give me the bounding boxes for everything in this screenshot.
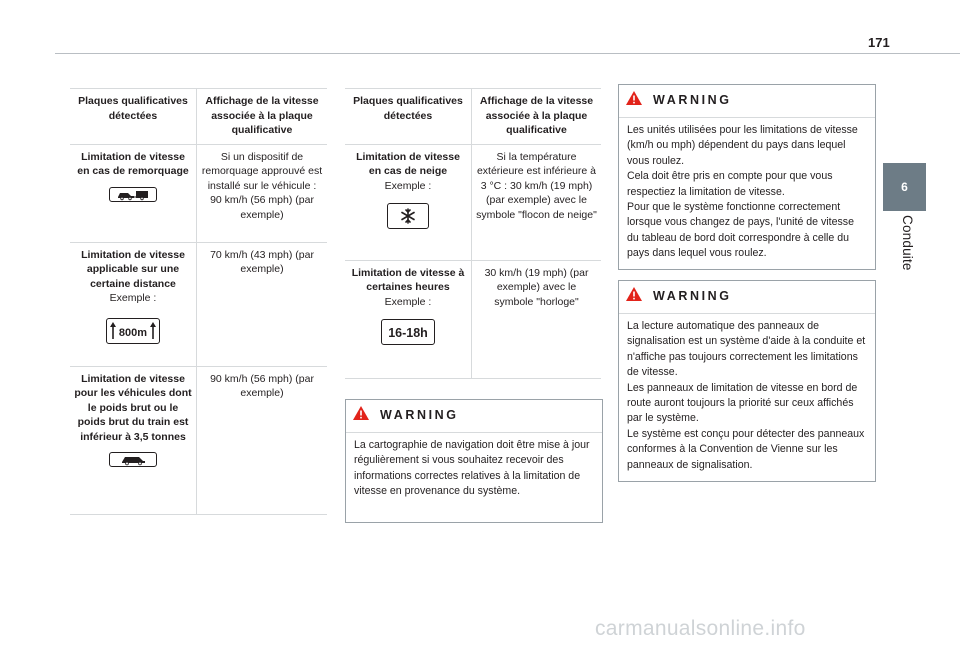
table-header-row [345, 89, 601, 145]
table-cell-label [70, 144, 197, 242]
table-row [345, 260, 601, 378]
table-row [345, 144, 601, 260]
warning-title: WARNING [380, 408, 459, 423]
row-label: Limitation de vitesse pour les véhicules dont le poids brut ou le poids brut du train est inférieur à 3,5 tonnes [74, 372, 192, 443]
example-label: Exemple : [384, 179, 432, 192]
watermark: carmanualsonline.info [595, 617, 806, 640]
table-row [70, 144, 327, 242]
example-label: Exemple : [384, 295, 432, 308]
table-header-row [70, 89, 327, 145]
snowflake-icon [387, 203, 429, 229]
warning-box-navigation [345, 399, 603, 523]
table-cell-label [345, 144, 472, 260]
warning-triangle-icon [352, 405, 370, 426]
table-row [70, 242, 327, 366]
table-header-cell: Plaques qualificatives détectées [345, 89, 472, 145]
warning-header [346, 400, 602, 433]
warning-header [619, 281, 875, 314]
warning-title: WARNING [653, 93, 732, 108]
warning-text: La cartographie de navigation doit être mise à jour régulièrement si vous souhaitez recevoir des informations correctes relatives à la limitation de vitesse en provenance du système. [354, 439, 590, 498]
distance-sign-icon [106, 318, 160, 344]
row-label: Limitation de vitesse à certaines heures [351, 266, 465, 293]
table-cell-value: 70 km/h (43 mph) (par exemple) [197, 242, 328, 366]
table-cell-label [70, 242, 197, 366]
warning-text: Les unités utilisées pour les limitations de vitesse (km/h ou mph) dépendent du pays dans lequel vous roulez. Cela doit être pris en compte pour que vous respectiez la limitation de vitesse. Pour que le système fonctionne correctement lorsque vous changez de pays, l'unité de vitesse du tableau de bord doit correspondre à celle du pays dans lequel vous roulez. [627, 124, 858, 260]
chapter-tab[interactable]: 6 [883, 163, 926, 211]
example-label: Exemple : [109, 292, 157, 304]
table-header-cell: Affichage de la vitesse associée à la plaque qualificative [197, 89, 328, 145]
header-rule [55, 53, 960, 54]
table-cell-value: Si un dispositif de remorquage approuvé est installé sur le véhicule : 90 km/h (56 mph) (par exemple) [197, 144, 328, 242]
car-icon [109, 452, 157, 467]
table-cell-value: 30 km/h (19 mph) (par exemple) avec le symbole "horloge" [472, 260, 602, 378]
warning-box-reading [618, 280, 876, 482]
qualifier-table-middle [345, 88, 601, 379]
time-sign-icon [381, 319, 435, 345]
qualifier-table-left [70, 88, 327, 515]
table-cell-value: 90 km/h (56 mph) (par exemple) [197, 366, 328, 514]
warning-header [619, 85, 875, 118]
table-header-cell: Affichage de la vitesse associée à la plaque qualificative [472, 89, 602, 145]
sign-text: 800m [118, 326, 148, 339]
table-row [70, 366, 327, 514]
car-trailer-icon [109, 187, 157, 202]
warning-text: La lecture automatique des panneaux de signalisation est un système d'aide à la conduite et n'affiche pas toujours correctement les limitations de vitesse. Les panneaux de limitation de vitesse en bord de route auront toujours la priorité sur ceux affichés par le système. Le système est conçu pour détecter des panneaux conformes à la Convention de Vienne sur les panneaux de signalisation. [627, 320, 866, 471]
warning-title: WARNING [653, 289, 732, 304]
page-number: 171 [868, 35, 890, 50]
chapter-label: Conduite [900, 215, 915, 271]
table-cell-label [70, 366, 197, 514]
table-cell-value: Si la température extérieure est inférieure à 3 °C : 30 km/h (19 mph) (par exemple) avec le symbole "flocon de neige" [472, 144, 602, 260]
warning-box-units [618, 84, 876, 270]
warning-triangle-icon [625, 90, 643, 111]
warning-triangle-icon [625, 286, 643, 307]
table-cell-label [345, 260, 472, 378]
row-label: Limitation de vitesse en cas de remorquage [77, 150, 189, 177]
table-header-cell: Plaques qualificatives détectées [70, 89, 197, 145]
sign-text: 16-18h [388, 326, 428, 340]
row-label: Limitation de vitesse applicable sur une certaine distance [81, 248, 185, 290]
row-label: Limitation de vitesse en cas de neige [356, 150, 460, 177]
